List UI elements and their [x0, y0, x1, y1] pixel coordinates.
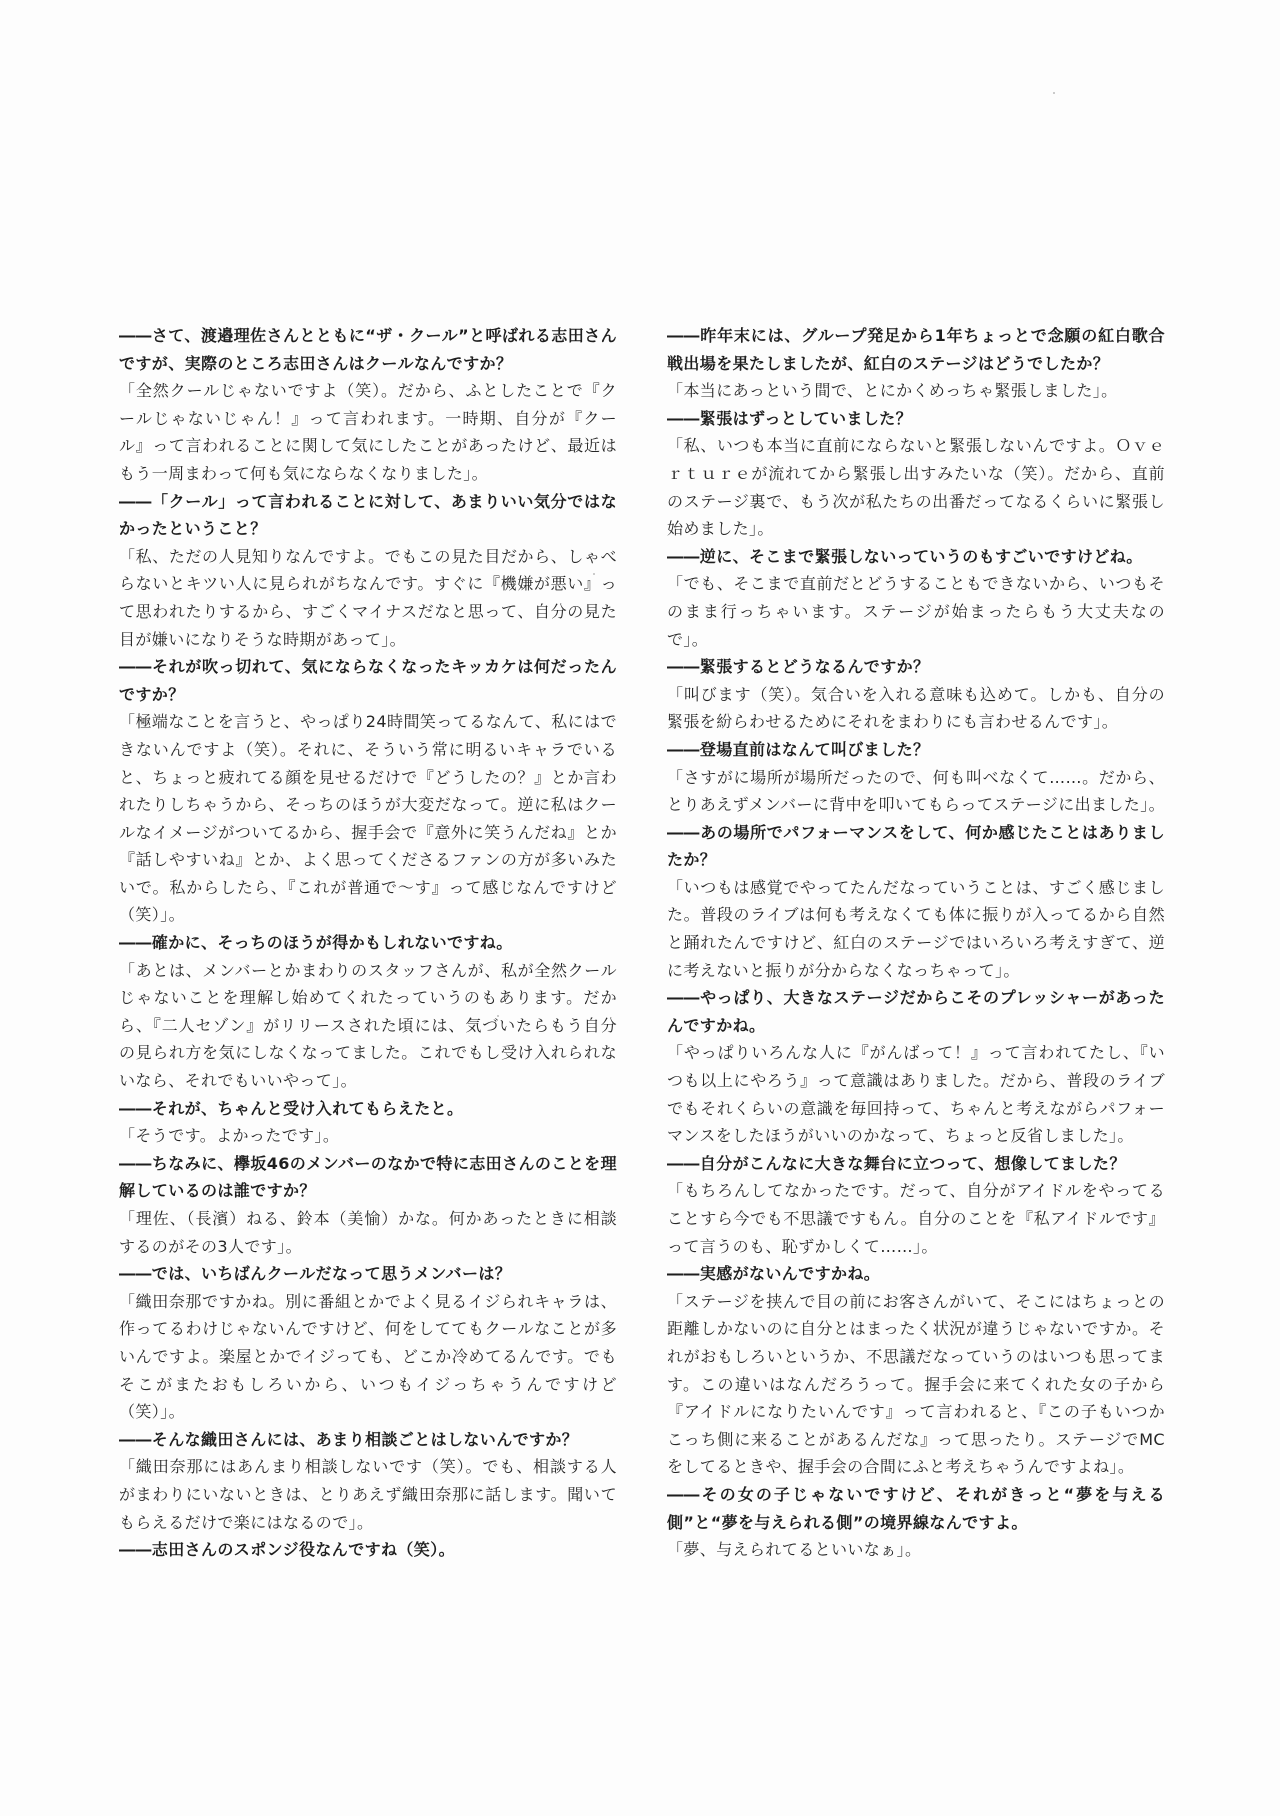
- interview-question: ――確かに、そっちのほうが得かもしれないですね。: [119, 933, 513, 953]
- interview-question: ――緊張するとどうなるんですか？: [667, 657, 930, 677]
- interview-question: ――そんな織田さんには、あまり相談ごとはしないんですか？: [119, 1429, 579, 1449]
- interview-question: ――ちなみに、欅坂46のメンバーのなかで特に志田さんのことを理解しているのは誰ですか？: [119, 1153, 617, 1201]
- interview-question: ――やっぱり、大きなステージだからこそのプレッシャーがあったんですかね。: [667, 988, 1165, 1035]
- interview-answer: 「そうです。よかったです」。: [119, 1126, 340, 1146]
- right-text-column: [667, 322, 1165, 1564]
- interview-question: ――登場直前はなんて叫びました？: [667, 739, 930, 759]
- interview-answer: 「夢、与えられてるといいなぁ」。: [667, 1540, 922, 1560]
- interview-question: ――自分がこんなに大きな舞台に立つって、想像してました？: [667, 1153, 1126, 1173]
- interview-answer: 「やっぱりいろんな人に『がんばって！』って言われてたし、『いつも以上にやろう』って意識はありました。だから、普段のライブでもそれくらいの意識を毎回持って、ちゃんと考えながらパフォーマンスをしたほうがいいのかなって、ちょっと反省しました」。: [667, 1043, 1165, 1146]
- interview-answer: 「あとは、メンバーとかまわりのスタッフさんが、私が全然クールじゃないことを理解し始めてくれたっていうのもあります。だから、『二人セゾン』がリリースされた頃には、気づいたらもう自分の見られ方を気にしなくなってました。これでもし受け入れられないなら、それでもいいやって」。: [119, 960, 617, 1091]
- left-text-column: [119, 322, 617, 1564]
- interview-answer: 「私、いつも本当に直前にならないと緊張しないんですよ。Ｏｖｅｒｔｕｒｅが流れてから緊張し出すみたいな（笑）。だから、直前のステージ裏で、もう次が私たちの出番だってなるくらいに緊張し始めました」。: [667, 436, 1165, 539]
- interview-question: ――さて、渡邉理佐さんとともに“ザ・クール”と呼ばれる志田さんですが、実際のところ志田さんはクールなんですか？: [119, 326, 617, 373]
- interview-answer: 「織田奈那ですかね。別に番組とかでよく見るイジられキャラは、作ってるわけじゃないんですけど、何をしててもクールなことが多いんですよ。楽屋とかでイジっても、どこか冷めてるんです。でもそこがまたおもしろいから、いつもイジっちゃうんですけど（笑）」。: [119, 1291, 617, 1422]
- paper-speck: [1053, 92, 1055, 94]
- interview-question: ――志田さんのスポンジ役なんですね（笑）。: [119, 1540, 456, 1560]
- interview-question: ――その女の子じゃないですけど、それがきっと“夢を与える側”と“夢を与えられる側”の境界線なんですよ。: [667, 1484, 1165, 1532]
- interview-question: ――昨年末には、グループ発足から1年ちょっとで念願の紅白歌合戦出場を果たしましたが、紅白のステージはどうでしたか？: [667, 326, 1165, 373]
- interview-answer: 「全然クールじゃないですよ（笑）。だから、ふとしたことで『クールじゃないじゃん！』って言われます。一時期、自分が『クール』って言われることに関して気にしたことがあったけど、最近はもう一周まわって何も気にならなくなりました」。: [119, 381, 617, 483]
- interview-answer: 「理佐、（長濱）ねる、鈴本（美愉）かな。何かあったときに相談するのがその3人です」。: [119, 1209, 617, 1256]
- interview-answer: 「私、ただの人見知りなんですよ。でもこの見た目だから、しゃべらないとキツい人に見られがちなんです。すぐに『機嫌が悪い』って思われたりするから、すごくマイナスだなと思って、自分の見た目が嫌いになりそうな時期があって」。: [119, 546, 617, 649]
- interview-answer: 「本当にあっという間で、とにかくめっちゃ緊張しました」。: [667, 381, 1118, 401]
- interview-answer: 「さすがに場所が場所だったので、何も叫べなくて……。だから、とりあえずメンバーに背中を叩いてもらってステージに出ました」。: [667, 767, 1166, 815]
- interview-question: ――実感がないんですかね。: [667, 1264, 881, 1284]
- interview-question: ――あの場所でパフォーマンスをして、何か感じたことはありましたか？: [667, 822, 1165, 870]
- interview-question: ――それが吹っ切れて、気にならなくなったキッカケは何だったんですか？: [119, 657, 617, 704]
- interview-answer: 「ステージを挟んで目の前にお客さんがいて、そこにはちょっとの距離しかないのに自分とはまったく状況が違うじゃないですか。それがおもしろいというか、不思議だなっていうのはいつも思ってます。この違いはなんだろうって。握手会に来てくれた女の子から『アイドルになりたいんです』って言われると、『この子もいつかこっち側に来ることがあるんだな』って思ったり。ステージでMCをしてるときや、握手会の合間にふと考えちゃうんですよね」。: [667, 1291, 1165, 1477]
- interview-question: ――緊張はずっとしていました？: [667, 408, 913, 428]
- interview-question: ――それが、ちゃんと受け入れてもらえたと。: [119, 1098, 464, 1118]
- interview-question: ――では、いちばんクールだなって思うメンバーは？: [119, 1264, 512, 1284]
- interview-answer: 「叫びます（笑）。気合いを入れる意味も込めて。しかも、自分の緊張を紛らわせるためにそれをまわりにも言わせるんです」。: [667, 684, 1165, 732]
- interview-question: ――逆に、そこまで緊張しないっていうのもすごいですけどね。: [667, 546, 1143, 566]
- interview-answer: 「でも、そこまで直前だとどうすることもできないから、いつもそのまま行っちゃいます。ステージが始まったらもう大丈夫なので」。: [667, 574, 1165, 649]
- interview-answer: 「極端なことを言うと、やっぱり24時間笑ってるなんて、私にはできないんですよ（笑）。それに、そういう常に明るいキャラでいると、ちょっと疲れてる顔を見せるだけで『どうしたの？』とか言われたりしちゃうから、そっちのほうが大変だなって。逆に私はクールなイメージがついてるから、握手会で『意外に笑うんだね』とか『話しやすいね』とか、よく思ってくださるファンの方が多いみたいで。私からしたら、『これが普通で～す』って感じなんですけど（笑）」。: [119, 712, 617, 925]
- interview-answer: 「もちろんしてなかったです。だって、自分がアイドルをやってることすら今でも不思議ですもん。自分のことを『私アイドルです』って言うのも、恥ずかしくて……」。: [667, 1181, 1165, 1256]
- interview-question: ――「クール」って言われることに対して、あまりいい気分ではなかったということ？: [119, 491, 617, 539]
- interview-answer: 「織田奈那にはあんまり相談しないです（笑）。でも、相談する人がまわりにいないときは、とりあえず織田奈那に話します。聞いてもらえるだけで楽にはなるので」。: [119, 1457, 617, 1532]
- interview-answer: 「いつもは感覚でやってたんだなっていうことは、すごく感じました。普段のライブは何も考えなくても体に振りが入ってるから自然と踊れたんですけど、紅白のステージではいろいろ考えすぎて、逆に考えないと振りが分からなくなっちゃって」。: [667, 877, 1165, 980]
